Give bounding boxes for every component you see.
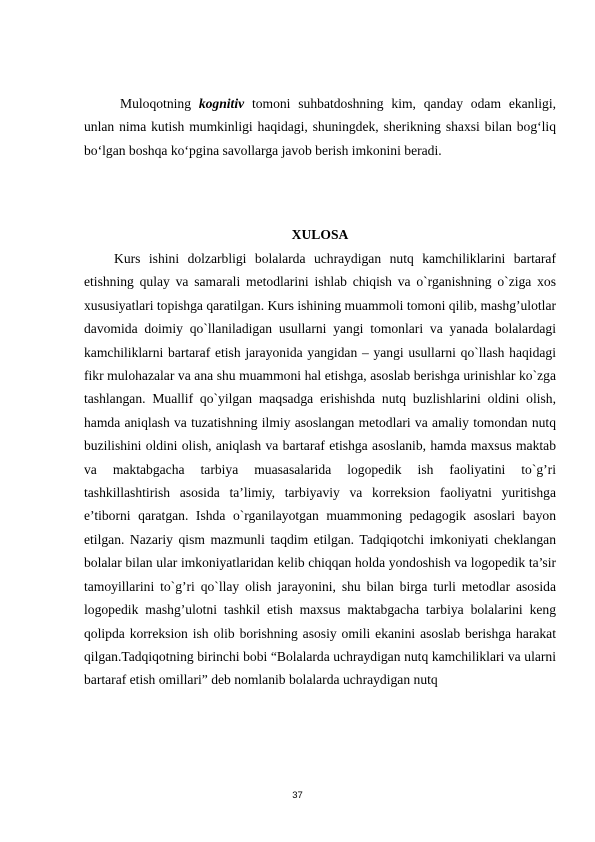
paragraph-conclusion: Kurs ishini dolzarbligi bolalarda uchraydigan nutq kamchiliklarini bartaraf etishning qulay va samarali metodlarini ishlab chiqish va o`rganishning o`ziga xos xususiyatlari topishga qaratilgan. Kurs ishining muammoli tomoni qilib, mashg’ulotlar davomida doimiy qo`llaniladigan usullarni yangi tomonlari va yanada bolalardagi kamchiliklarni bartaraf etish jarayonida yangidan – yangi usullarni qo`llash haqidagi fikr mulohazalar va ana shu muammoni hal etishga, asoslab berishga urinishlar ko`zga tashlangan. Muallif qo`yilgan maqsadga erishishda nutq buzlishlarini oldini olish, hamda aniqlash va tuzatishning ilmiy asoslangan metodlari va amaliy tomondan nutq buzilishini oldini olish, aniqlash va bartaraf etishga asoslanib, hamda maxsus maktab va maktabgacha tarbiya muasasalarida logopedik ish faoliyatini to`g’ri tashkillashtirish asosida ta’limiy, tarbiyaviy va korreksion faoliyatni yuritishga e’tiborni qaratgan. Ishda o`rganilayotgan muammoning pedagogik asoslari bayon etilgan. Nazariy qism mazmunli taqdim etilgan. Tadqiqotchi imkoniyati cheklangan bolalar bilan ular imkoniyatlaridan kelib chiqqan holda yondoshish va logopedik ta’sir tamoyillarini to`g’ri qo`llay olish jarayonini, shu bilan birga turli metodlar asosida logopedik mashg’ulotni tashkil etish maxsus maktabgacha tarbiya bolalarini keng qolipda korreksion ish olib borishning asosiy omili ekanini asoslab berishga harakat qilgan.Tadqiqotning birinchi bobi “Bolalarda uchraydigan nutq kamchiliklari va ularni bartaraf etish omillari” deb nomlanib bolalarda uchraydigan nutq bbox=[84, 251, 556, 688]
term-kognitiv: kognitiv bbox=[198, 96, 245, 111]
paragraph-cognitive-text-before: Muloqotning bbox=[120, 96, 199, 111]
page-number: 37 bbox=[292, 790, 303, 801]
paragraph-cognitive-side bbox=[84, 92, 556, 162]
paragraph-cognitive-text-after: tomoni suhbatdoshning kim, qanday odam ekanligi, unlan nima kutish mumkinligi haqidagi, shuningdek, sherikning shaxsi bilan bog‘liq bo‘lgan boshqa ko‘pgina savollarga javob berish imkonini beradi. bbox=[84, 96, 557, 158]
section-heading-xulosa: XULOSA bbox=[291, 227, 349, 242]
